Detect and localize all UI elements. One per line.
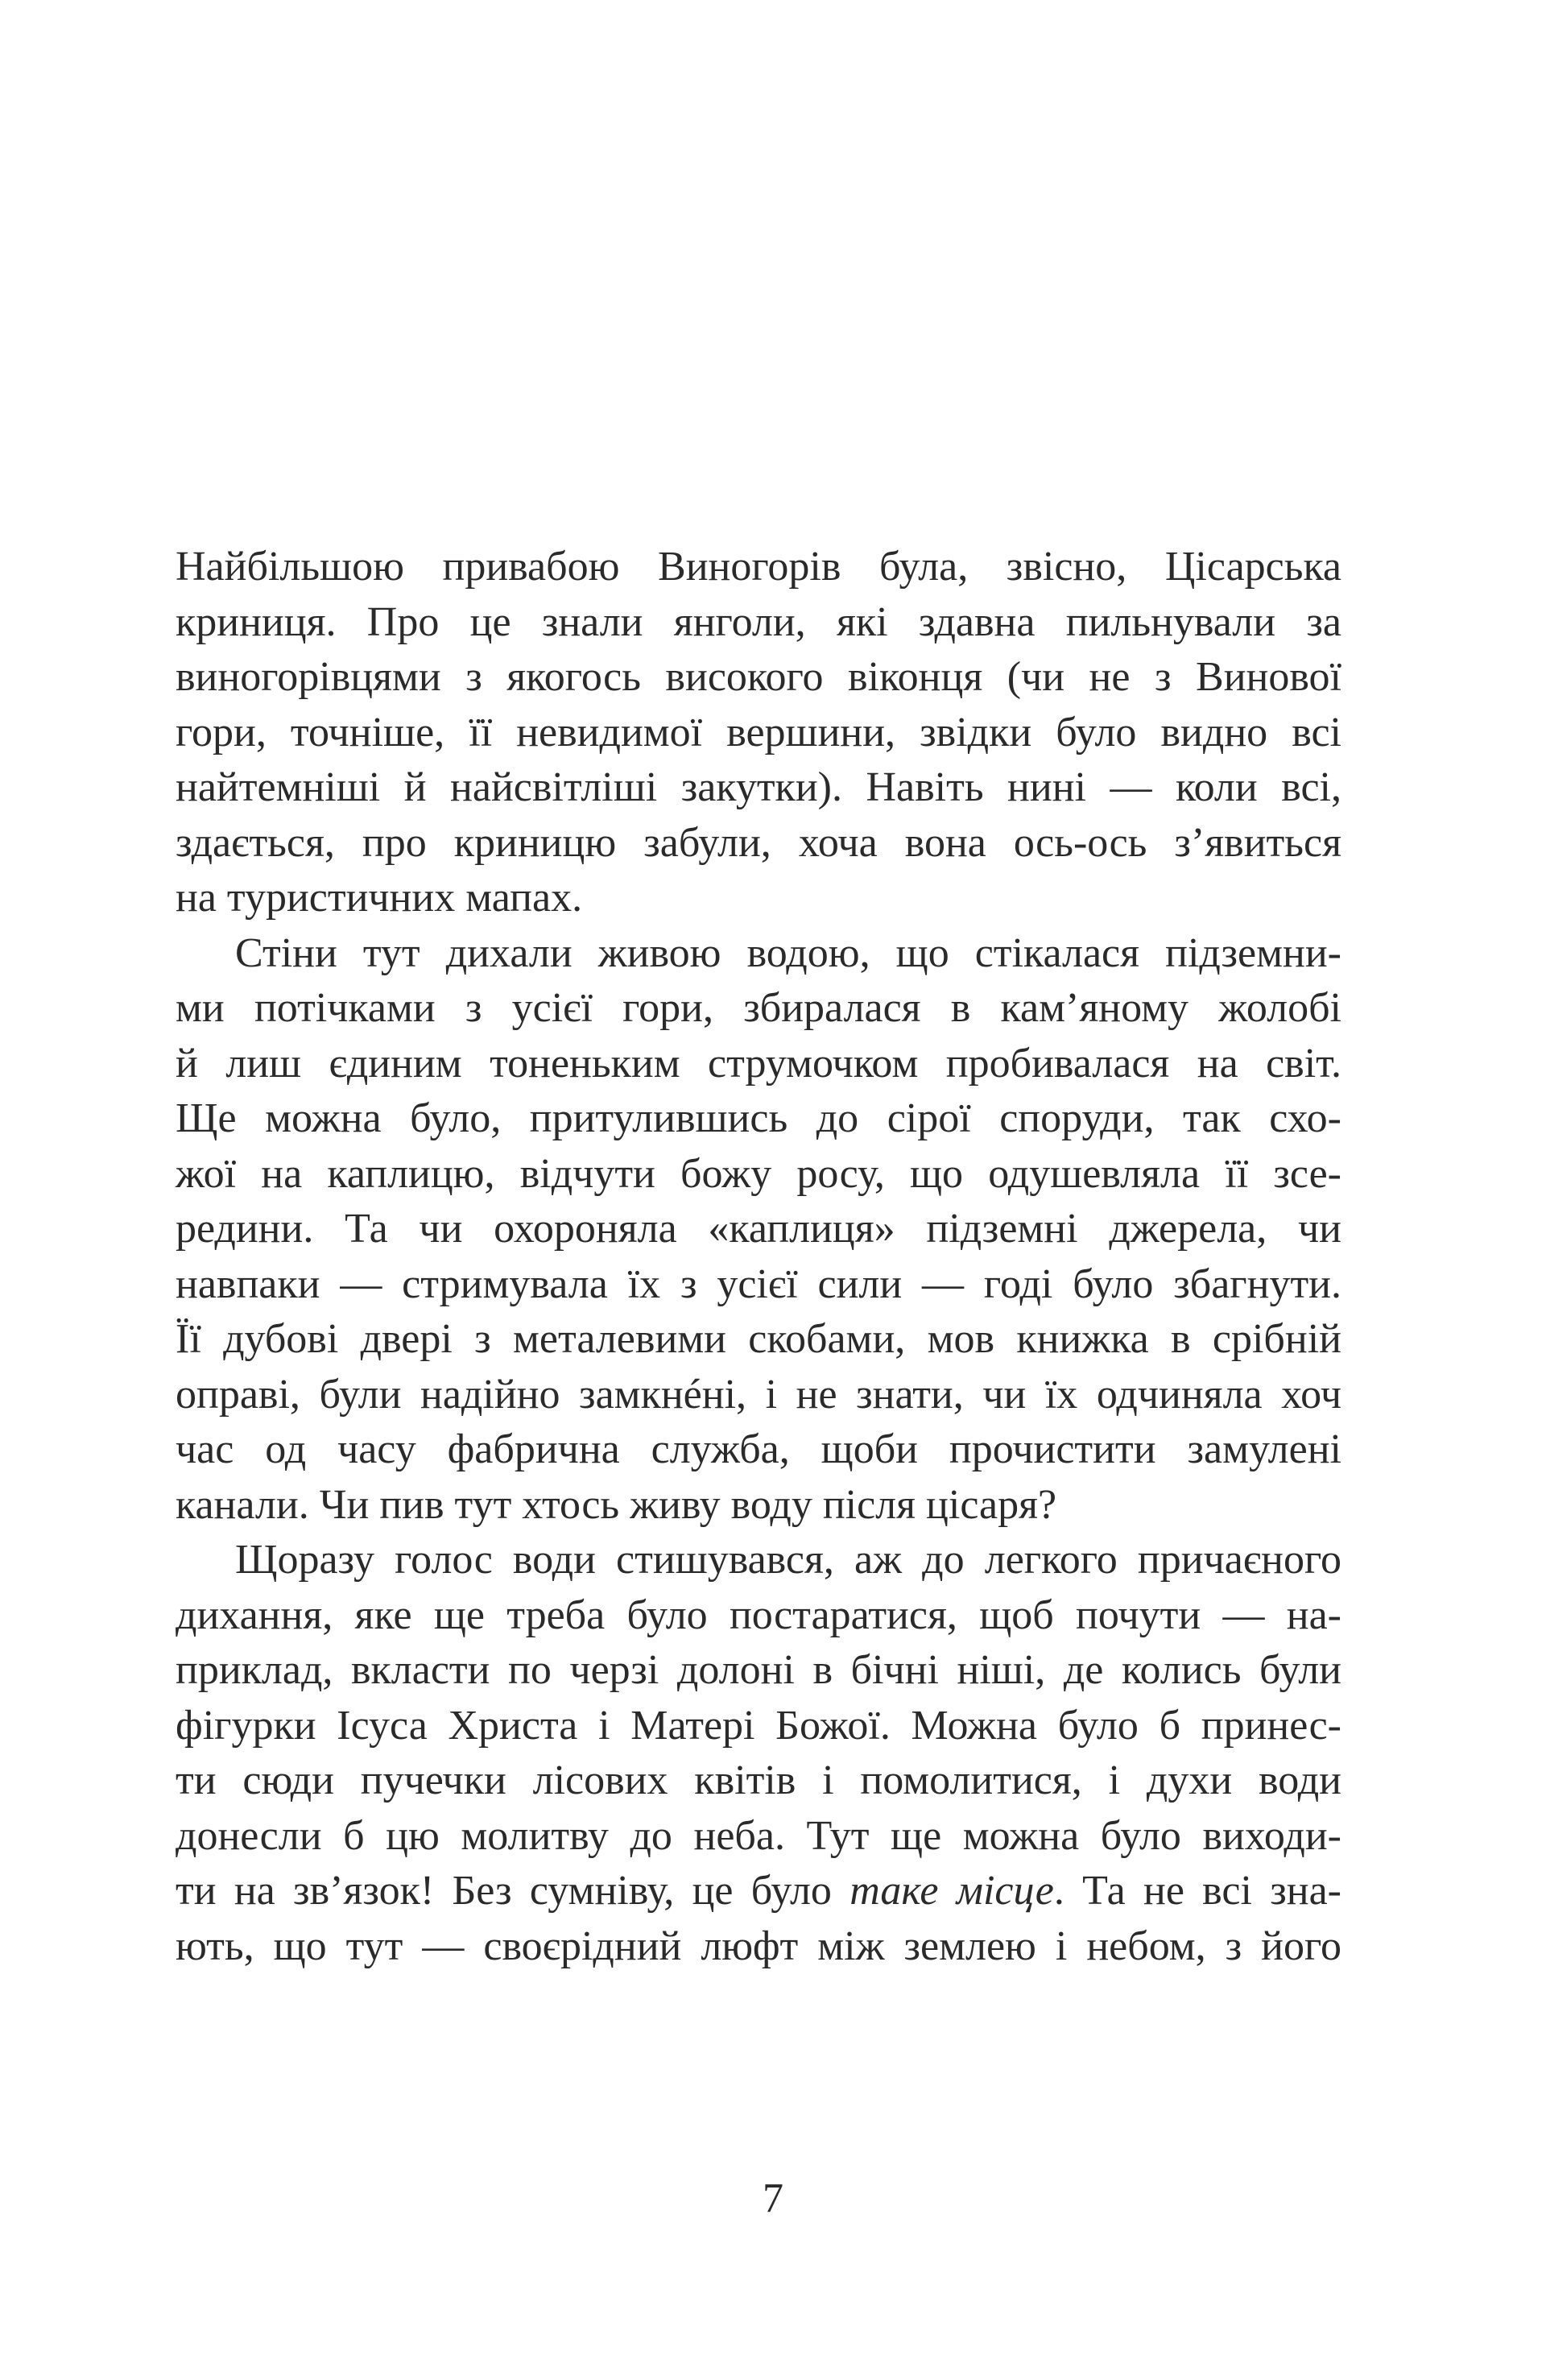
text-line: на туристичних мапах. — [176, 875, 583, 921]
text-line: канали. Чи пив тут хтось живу воду після цісаря? — [176, 1481, 1057, 1528]
text-line: дихання, яке ще треба було постаратися, щоб почути — на- — [176, 1591, 1341, 1638]
text-line: Стіни тут дихали живою водою, що стікалася підземни- — [235, 929, 1341, 976]
text-line: найтемніші й найсвітліші закутки). Навіть нині — коли всі, — [176, 764, 1341, 810]
text-line: гори, точніше, її невидимої вершини, звідки було видно всі — [176, 709, 1341, 755]
text-line: фігурки Ісуса Христа і Матері Божої. Можна було б принес- — [176, 1702, 1341, 1749]
text-line: здається, про криницю забули, хоча вона ось-ось з’явиться — [176, 819, 1341, 866]
italic-phrase: таке місце — [849, 1868, 1054, 1914]
text-line: редини. Та чи охороняла «каплиця» підземні джерела, чи — [176, 1206, 1341, 1252]
text-line: жої на каплицю, відчути божу росу, що одушевляла її зсе- — [176, 1150, 1341, 1197]
text-line: донесли б цю молитву до неба. Тут ще можна було виходи- — [176, 1812, 1341, 1859]
text-segment: ти на зв’язок! Без сумніву, це було — [176, 1868, 850, 1914]
text-line: Найбільшою привабою Виногорів була, звісно, Цісарська — [176, 544, 1341, 590]
body-text — [176, 540, 1341, 1974]
text-line: криниця. Про це знали янголи, які здавна пильнували за — [176, 598, 1341, 645]
paragraph-2 — [176, 926, 1341, 1534]
text-line: приклад, вкласти по черзі долоні в бічні ніші, де колись були — [176, 1647, 1341, 1693]
text-line: ють, що тут — своєрідний люфт між землею і небом, з його — [176, 1923, 1341, 1969]
text-line: Щоразу голос води стишувався, аж до легкого причаєного — [235, 1537, 1341, 1583]
text-line: навпаки — стримувала їх з усієї сили — годі було збагнути. — [176, 1260, 1341, 1307]
page-number: 7 — [763, 2175, 783, 2221]
text-line: ти сюди пучечки лісових квітів і помолитися, і духи води — [176, 1757, 1341, 1803]
text-segment: . Та не всі зна- — [1053, 1868, 1341, 1914]
text-line: й лиш єдиним тоненьким струмочком пробивалася на світ. — [176, 1040, 1341, 1087]
text-line: Її дубові двері з металевими скобами, мов книжка в срібній — [176, 1316, 1341, 1362]
text-line: ми потічками з усієї гори, збиралася в кам’яному жолобі — [176, 985, 1341, 1031]
text-line-with-italic — [176, 1864, 1341, 1919]
paragraph-3 — [176, 1533, 1341, 1974]
text-line: Ще можна було, притулившись до сірої споруди, так схо- — [176, 1095, 1341, 1141]
text-line: час од часу фабрична служба, щоби прочистити замулені — [176, 1426, 1341, 1472]
paragraph-1 — [176, 540, 1341, 926]
text-line: виногорівцями з якогось високого віконця (чи не з Винової — [176, 654, 1341, 700]
text-line: оправі, були надійно замкнéні, і не знати, чи їх одчиняла хоч — [176, 1371, 1341, 1418]
